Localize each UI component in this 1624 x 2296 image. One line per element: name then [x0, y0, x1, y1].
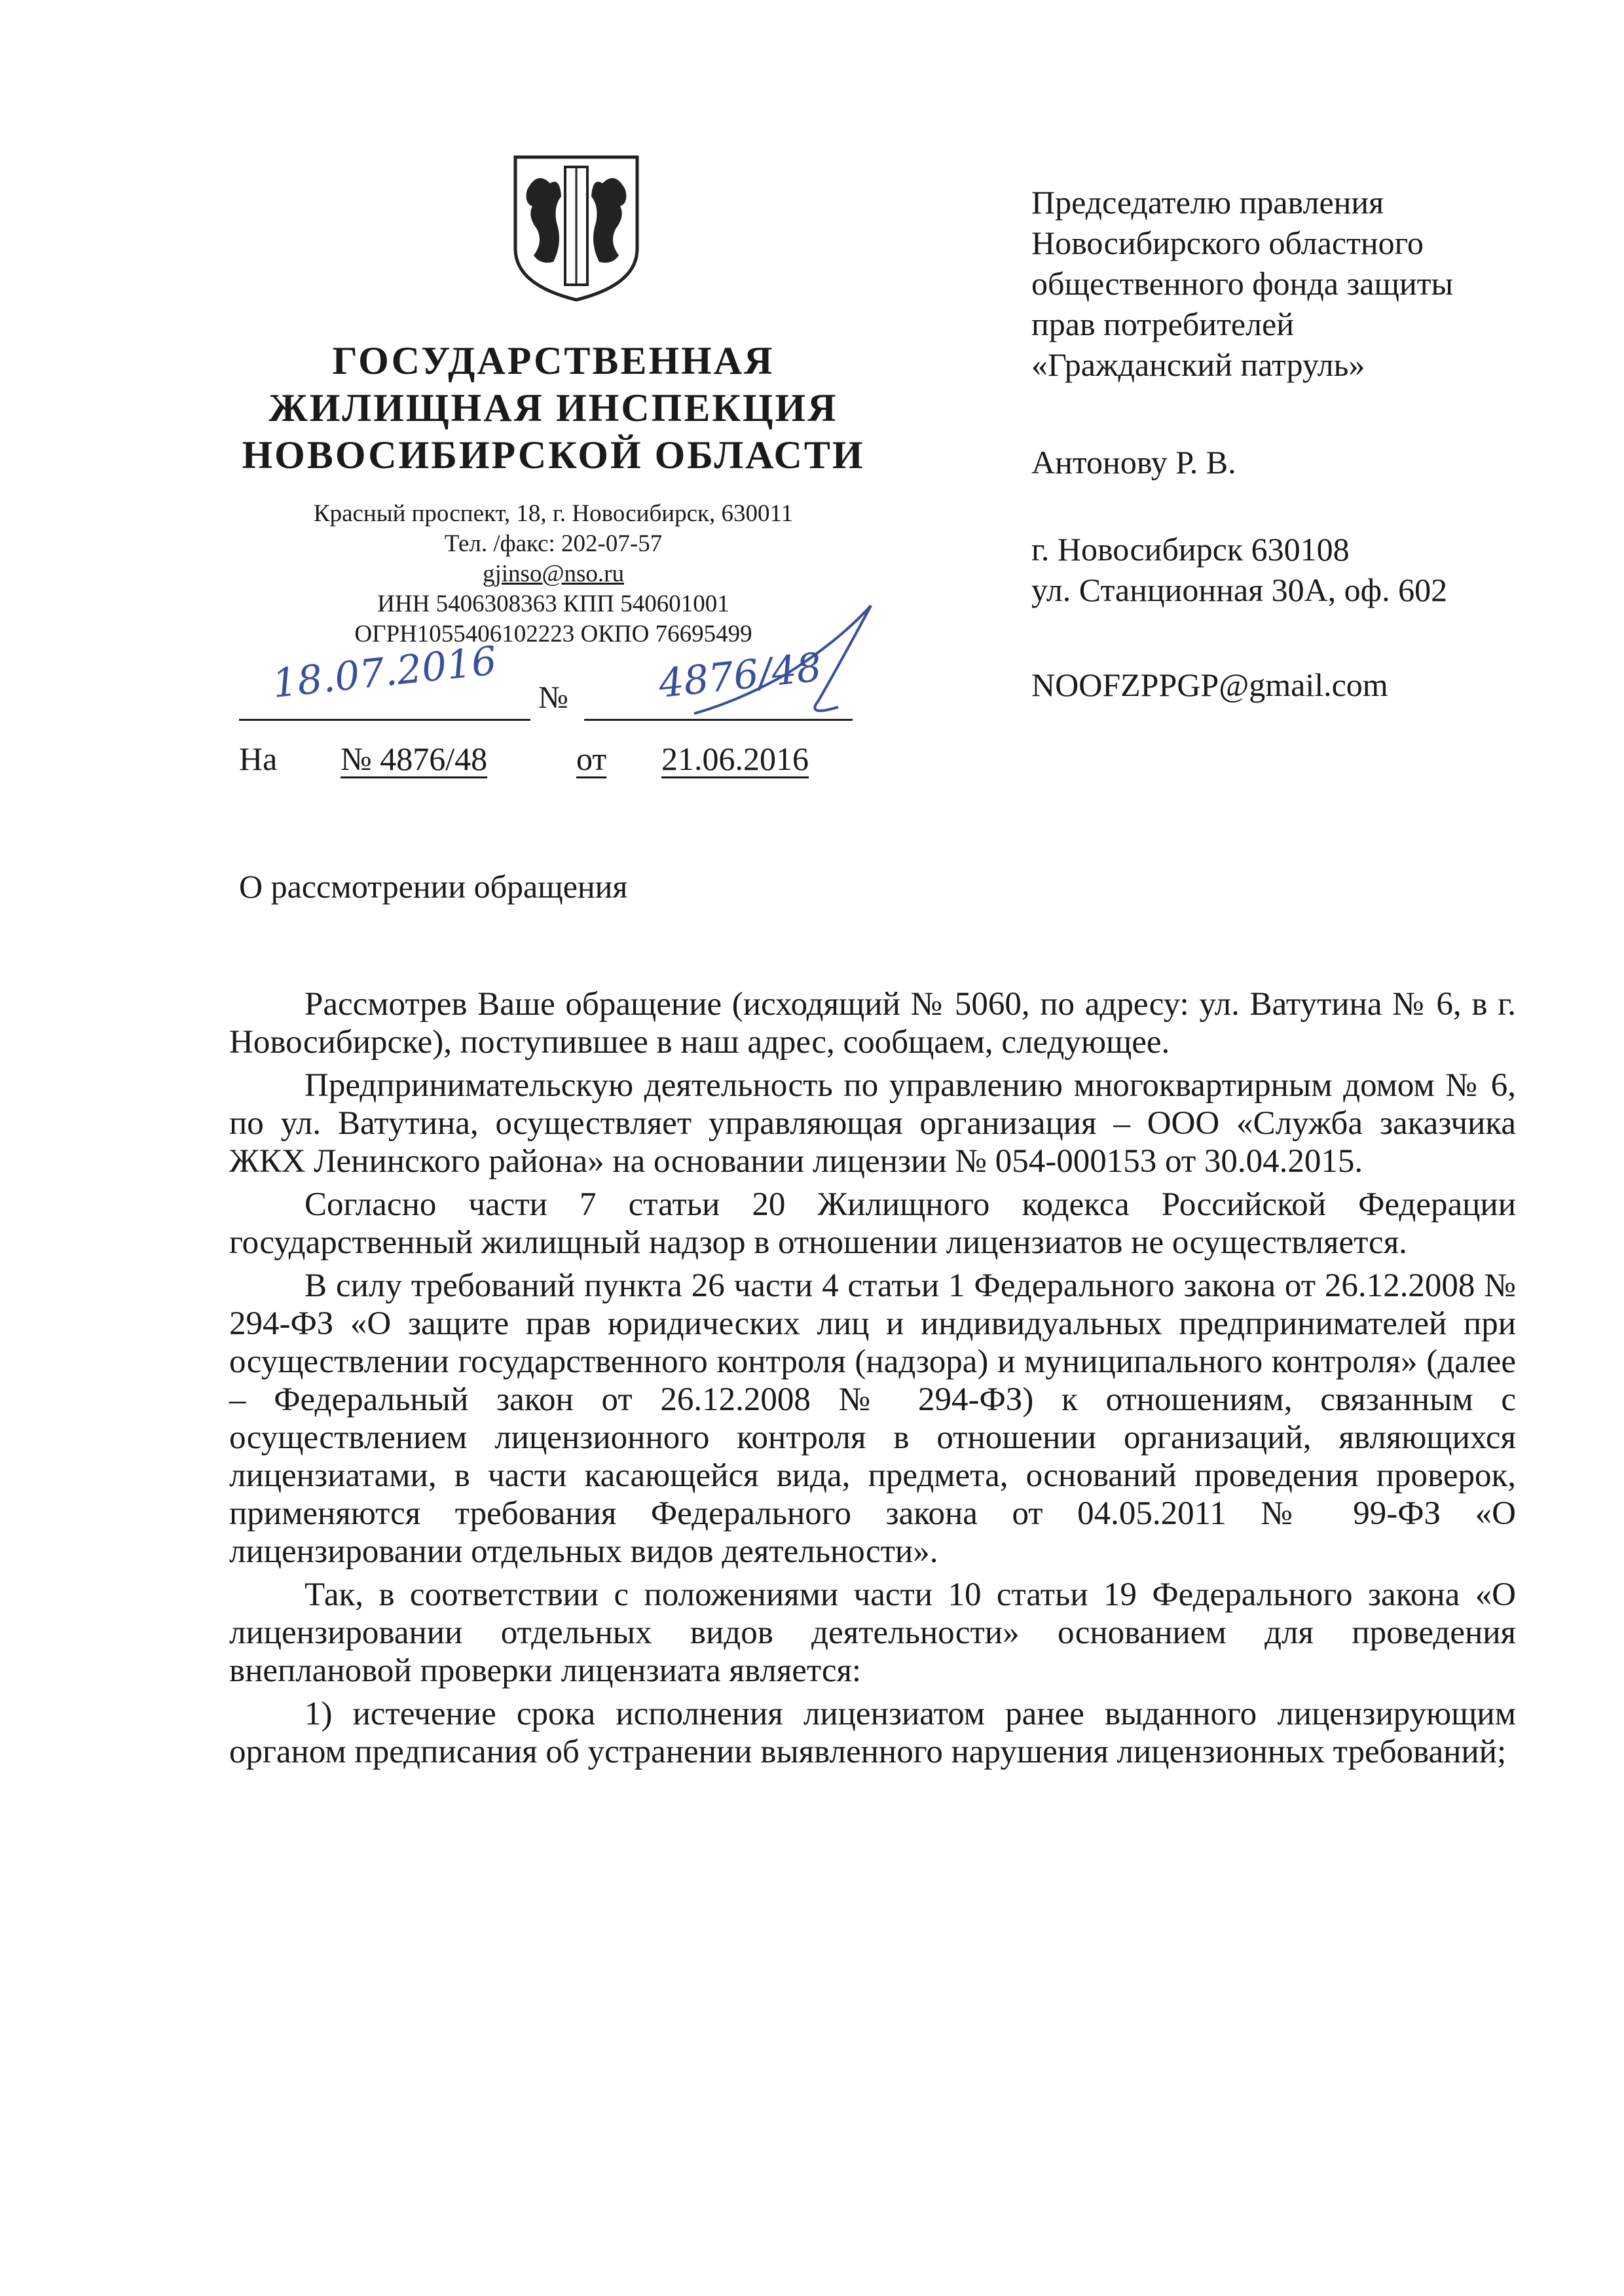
agency-name-line: ЖИЛИЩНАЯ ИНСПЕКЦИЯ: [268, 386, 838, 429]
recipient-title-line: общественного фонда защиты: [1031, 265, 1454, 302]
body-paragraph: Рассмотрев Ваше обращение (исходящий № 5060, по адресу: ул. Ватутина № 6, в г. Новосибирске), поступившее в наш адрес, сообщаем, следующее.: [229, 986, 1516, 1061]
signature-flourish-icon: [688, 602, 884, 727]
reference-date: 21.06.2016: [661, 740, 809, 777]
registration-number-sign: №: [538, 680, 568, 715]
agency-name: [226, 337, 881, 479]
recipient-address-block: [1031, 529, 1447, 610]
agency-address: Красный проспект, 18, г. Новосибирск, 630011: [313, 500, 794, 527]
recipient-address-line: г. Новосибирск 630108: [1031, 531, 1350, 568]
recipient-title-line: прав потребителей: [1031, 306, 1294, 342]
body-paragraph: Согласно части 7 статьи 20 Жилищного кодекса Российской Федерации государственный жилищный надзор в отношении лицензиатов не осуществляется.: [229, 1186, 1516, 1261]
letter-subject: О рассмотрении обращения: [239, 868, 628, 905]
body-paragraph: Предпринимательскую деятельность по управлению многоквартирным домом № 6, по ул. Ватутина, осуществляет управляющая организация – ООО «Служба заказчика ЖКХ Ленинского района» на основании лицензии № 054-000153 от 30.04.2015.: [229, 1067, 1516, 1180]
reference-from-word: от: [576, 740, 607, 777]
recipient-title-block: [1031, 182, 1453, 385]
agency-name-line: НОВОСИБИРСКОЙ ОБЛАСТИ: [242, 433, 865, 477]
reference-number: № 4876/48: [341, 740, 488, 777]
recipient-name: Антонову Р. В.: [1031, 444, 1236, 481]
reference-prefix: На: [239, 740, 278, 777]
agency-phone: Тел. /факс: 202-07-57: [444, 530, 663, 557]
agency-name-line: ГОСУДАРСТВЕННАЯ: [332, 339, 775, 382]
coat-of-arms-icon: [507, 151, 645, 304]
recipient-address-line: ул. Станционная 30А, оф. 602: [1031, 572, 1448, 608]
registration-date-handwritten: 18.07.2016: [270, 638, 499, 707]
body-paragraph: Так, в соответствии с положениями части 10 статьи 19 Федерального закона «О лицензировании отдельных видов деятельности» основанием для проведения внеплановой проверки лицензиата является:: [229, 1576, 1516, 1689]
registration-number-handwritten: 4876/48: [656, 644, 824, 707]
agency-email-link[interactable]: gjinso@nso.ru: [482, 560, 624, 587]
recipient-title-line: Председателю правления: [1031, 184, 1384, 221]
body-paragraph: 1) истечение срока исполнения лицензиатом ранее выданного лицензирующим органом предписания об устранении выявленного нарушения лицензионных требований;: [229, 1696, 1516, 1770]
agency-ogrn: ОГРН1055406102223 ОКПО 76695499: [354, 621, 752, 647]
agency-inn: ИНН 5406308363 КПП 540601001: [377, 591, 729, 617]
recipient-email: NOOFZPPGP@gmail.com: [1031, 666, 1388, 703]
recipient-title-line: «Гражданский патруль»: [1031, 346, 1365, 383]
body-paragraph: В силу требований пункта 26 части 4 статьи 1 Федерального закона от 26.12.2008 № 294-ФЗ «О защите прав юридических лиц и индивидуальных предпринимателей при осуществлении государственного контроля (надзора) и муниципального контроля» (далее – Федеральный закон от 26.12.2008 № 294-ФЗ) к отношениям, связанным с осуществлением лицензионного контроля в отношении организаций, являющихся лицензиатами, в части касающейся вида, предмета, оснований проведения проверок, применяются требования Федерального закона от 04.05.2011 № 99-ФЗ «О лицензировании отдельных видов деятельности».: [229, 1267, 1516, 1570]
recipient-title-line: Новосибирского областного: [1031, 225, 1424, 261]
letter-body: [229, 985, 1516, 1776]
registration-date-underline: [239, 719, 530, 721]
